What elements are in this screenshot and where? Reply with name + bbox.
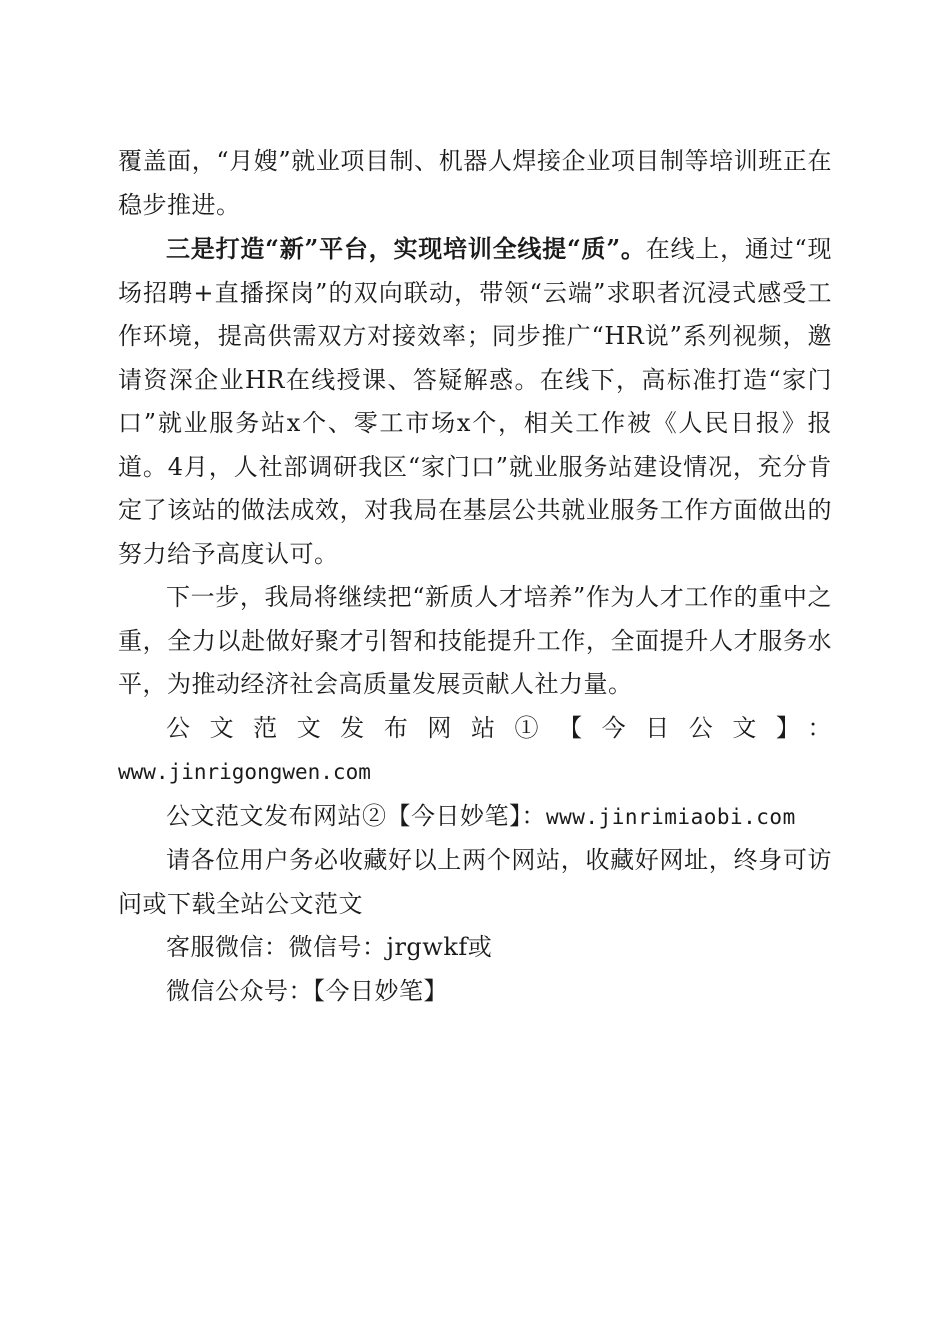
paragraph-3: 下一步，我局将继续把“新质人才培养”作为人才工作的重中之重，全力以赴做好聚才引智和技能提升工作，全面提升人才服务水平，为推动经济社会高质量发展贡献人社力量。	[118, 583, 832, 698]
paragraph-2-body: 在线上，通过“现场招聘+直播探岗”的双向联动，带领“云端”求职者沉浸式感受工作环境，提高供需双方对接效率；同步推广“HR说”系列视频，邀请资深企业HR在线授课、答疑解惑。在线下，高标准打造“家门口”就业服务站x个、零工市场x个，相关工作被《人民日报》报道。4月，人社部调研我区“家门口”就业服务站建设情况，充分肯定了该站的做法成效，对我局在基层公共就业服务工作方面做出的努力给予高度认可。	[118, 235, 832, 568]
site2-url[interactable]: www.jinrimiaobi.com	[546, 804, 796, 829]
notice-paragraph: 请各位用户务必收藏好以上两个网站，收藏好网址，终身可访问或下载全站公文范文	[118, 846, 832, 918]
site1-url-text[interactable]: www.jinrigongwen.com	[118, 760, 371, 784]
wechat-service: 客服微信：微信号：jrgwkf或	[166, 933, 493, 961]
site2-line	[118, 795, 832, 840]
wechat-official: 微信公众号：【今日妙笔】	[166, 976, 448, 1005]
site2-label: 公文范文发布网站②【今日妙笔】：	[166, 801, 546, 830]
site1-url[interactable]	[118, 750, 832, 795]
site1-label: 公文范文发布网站①【今日公文】：	[166, 713, 832, 742]
paragraph-1: 覆盖面，“月嫂”就业项目制、机器人焊接企业项目制等培训班正在稳步推进。	[118, 147, 832, 219]
paragraph-2-lead: 三是打造“新”平台，实现培训全线提“质”。	[166, 234, 646, 263]
paragraph-2	[118, 227, 832, 576]
document-body	[118, 140, 832, 1013]
